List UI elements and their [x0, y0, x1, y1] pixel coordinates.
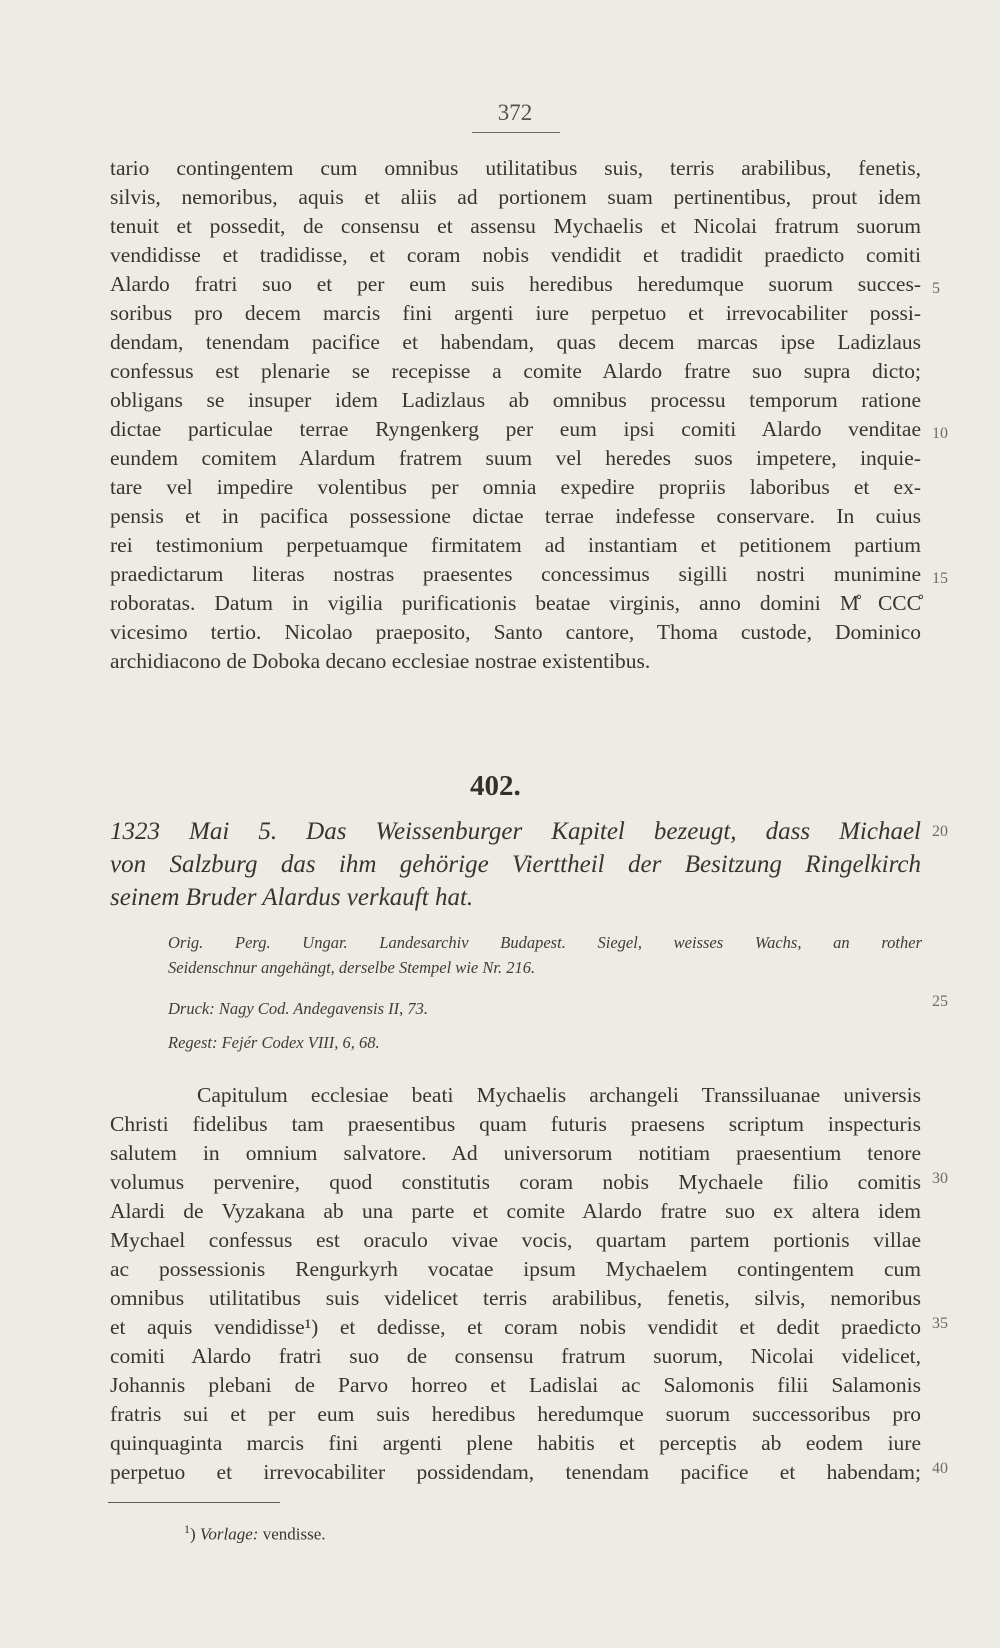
heading-line: seinem Bruder Alardus verkauft hat. [110, 884, 474, 911]
text-line: Johannis plebani de Parvo horreo et Ladislai ac Salomonis filii Salamonis [110, 1373, 921, 1397]
line-number: 25 [932, 993, 948, 1010]
line-number: 5 [932, 280, 940, 297]
footnote-text: vendisse. [262, 1524, 326, 1544]
text-line: perpetuo et irrevocabiliter possidendam, tenendam pacifice et habendam; [110, 1460, 921, 1484]
text-line: confessus est plenarie se recepisse a comite Alardo fratre suo supra dicto; [110, 359, 921, 383]
text-line: volumus pervenire, quod constitutis coram nobis Mychaele filio comitis [110, 1170, 921, 1194]
druck-line: Druck: Nagy Cod. Andegavensis II, 73. [168, 999, 428, 1018]
footnote-mark: 1 [184, 1522, 190, 1536]
text-line: soribus pro decem marcis fini argenti iure perpetuo et irrevocabiliter possi- [110, 301, 921, 325]
text-line: Mychael confessus est oraculo vivae vocis, quartam partem portionis villae [110, 1228, 921, 1252]
text-line: dictae particulae terrae Ryngenkerg per eum ipsi comiti Alardo venditae [110, 417, 921, 441]
text-line: omnibus utilitatibus suis videlicet terris arabilibus, fenetis, silvis, nemoribus [110, 1286, 921, 1310]
text-line: tario contingentem cum omnibus utilitatibus suis, terris arabilibus, fenetis, [110, 156, 921, 180]
line-number: 15 [932, 570, 948, 587]
heading-line: von Salzburg das ihm gehörige Vierttheil der Besitzung Ringelkirch [110, 851, 921, 878]
document-number: 402. [470, 770, 521, 802]
text-line: tenuit et possedit, de consensu et assensu Mychaelis et Nicolai fratrum suorum [110, 214, 921, 238]
footnote [184, 1518, 326, 1546]
text-line: archidiacono de Doboka decano ecclesiae nostrae existentibus. [110, 649, 651, 673]
text-line: fratris sui et per eum suis heredibus heredumque suorum successoribus pro [110, 1402, 921, 1426]
text-line: comiti Alardo fratri suo de consensu fratrum suorum, Nicolai videlicet, [110, 1344, 921, 1368]
source-line: Orig. Perg. Ungar. Landesarchiv Budapest. Siegel, weisses Wachs, an rother [168, 933, 922, 952]
text-line: eundem comitem Alardum fratrem suum vel heredes suos impetere, inquie- [110, 446, 921, 470]
line-number: 30 [932, 1170, 948, 1187]
text-line: et aquis vendidisse¹) et dedisse, et coram nobis vendidit et dedit praedicto [110, 1315, 921, 1339]
regest-line: Regest: Fejér Codex VIII, 6, 68. [168, 1033, 380, 1052]
page-number: 372 [497, 100, 533, 125]
line-number: 10 [932, 425, 948, 442]
text-line: Capitulum ecclesiae beati Mychaelis archangeli Transsiluanae universis [197, 1083, 921, 1107]
text-line: Alardo fratri suo et per eum suis heredibus heredumque suorum succes- [110, 272, 921, 296]
text-line: Christi fidelibus tam praesentibus quam futuris praesens scriptum inspecturis [110, 1112, 921, 1136]
line-number: 20 [932, 823, 948, 840]
text-line: roboratas. Datum in vigilia purificationis beatae virginis, anno domini M̊ CCC̊ [110, 591, 921, 615]
text-line: silvis, nemoribus, aquis et aliis ad portionem suam pertinentibus, prout idem [110, 185, 921, 209]
text-line: dendam, tenendam pacifice et habendam, quas decem marcas ipse Ladizlaus [110, 330, 921, 354]
text-line: vendidisse et tradidisse, et coram nobis vendidit et tradidit praedicto comiti [110, 243, 921, 267]
page-number-rule [472, 132, 560, 133]
line-number: 40 [932, 1460, 948, 1477]
line-number: 35 [932, 1315, 948, 1332]
text-line: rei testimonium perpetuamque firmitatem ad instantiam et petitionem partium [110, 533, 921, 557]
heading-line: 1323 Mai 5. Das Weissenburger Kapitel bezeugt, dass Michael [110, 818, 921, 845]
footnote-source: Vorlage: [199, 1524, 259, 1544]
text-line: pensis et in pacifica possessione dictae terrae indefesse conservare. In cuius [110, 504, 921, 528]
footnote-rule [108, 1502, 280, 1503]
text-line: Alardi de Vyzakana ab una parte et comite Alardo fratre suo ex altera idem [110, 1199, 921, 1223]
text-line: quinquaginta marcis fini argenti plene habitis et perceptis ab eodem iure [110, 1431, 921, 1455]
footnote-bracket: ) [190, 1524, 196, 1544]
source-line: Seidenschnur angehängt, derselbe Stempel wie Nr. 216. [168, 958, 536, 977]
text-line: vicesimo tertio. Nicolao praeposito, Santo cantore, Thoma custode, Dominico [110, 620, 921, 644]
text-line: obligans se insuper idem Ladizlaus ab omnibus processu temporum ratione [110, 388, 921, 412]
text-line: salutem in omnium salvatore. Ad universorum notitiam praesentium tenore [110, 1141, 921, 1165]
text-line: ac possessionis Rengurkyrh vocatae ipsum Mychaelem contingentem cum [110, 1257, 921, 1281]
text-line: praedictarum literas nostras praesentes concessimus sigilli nostri munimine [110, 562, 921, 586]
text-line: tare vel impedire volentibus per omnia expedire propriis laboribus et ex- [110, 475, 921, 499]
